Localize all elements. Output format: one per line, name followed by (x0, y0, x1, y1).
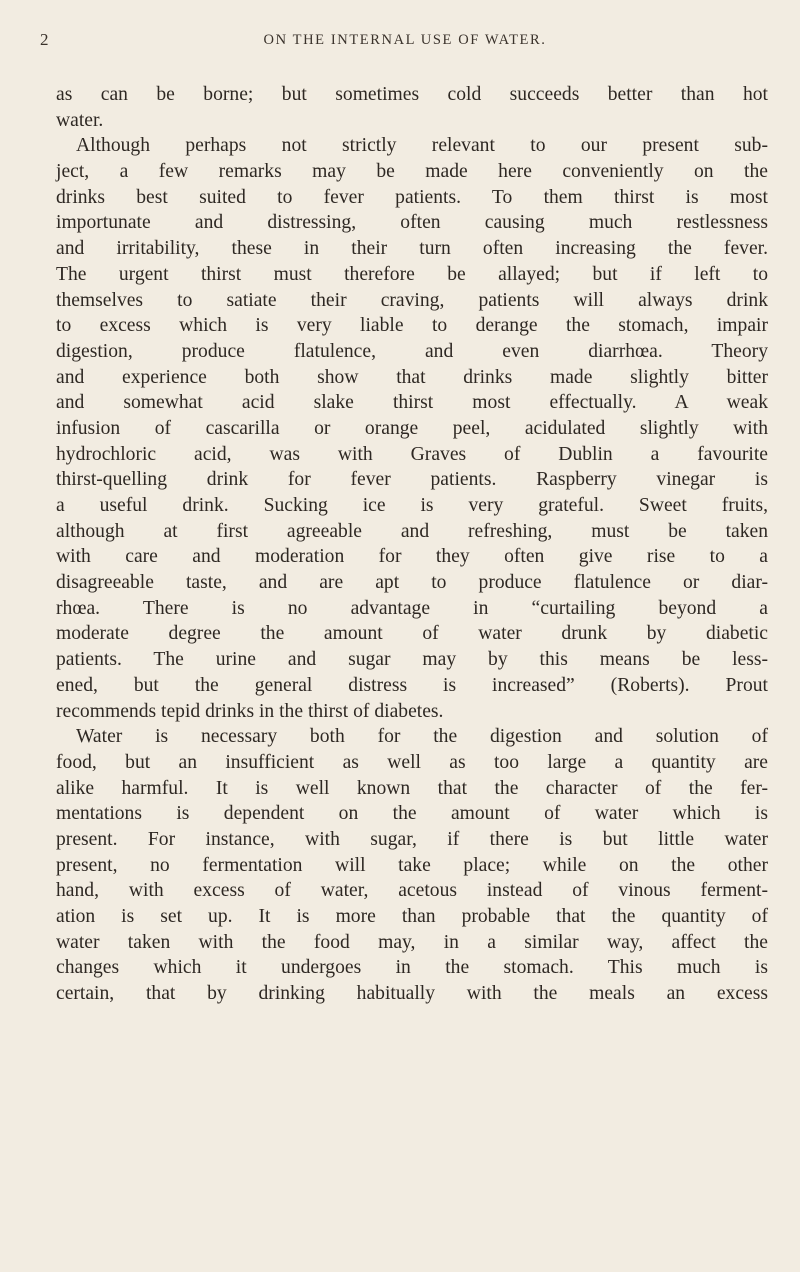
text-line: water. (56, 109, 104, 131)
text-line: and somewhat acid slake thirst most effectually. A weak (56, 392, 768, 414)
text-line: importunate and distressing, often causing much restlessness (56, 212, 768, 234)
text-line: ation is set up. It is more than probable that the quantity of (56, 906, 768, 927)
text-line: present, no fermentation will take place; while on the other (56, 854, 768, 876)
text-line: The urgent thirst must therefore be allayed; but if left to (56, 263, 768, 285)
text-line: hydrochloric acid, was with Graves of Dublin a favourite (56, 443, 768, 465)
text-line: present. For instance, with sugar, if there is but little water (56, 828, 768, 850)
text-line: water taken with the food may, in a similar way, affect the (56, 931, 768, 953)
text-line: Water is necessary both for the digestion and solution of (76, 726, 768, 748)
text-line: and experience both show that drinks made slightly bitter (56, 366, 768, 388)
text-line: although at first agreeable and refreshing, must be taken (56, 520, 768, 542)
text-line: certain, that by drinking habitually with the meals an excess (56, 983, 768, 1005)
text-line: infusion of cascarilla or orange peel, acidulated slightly with (56, 417, 768, 439)
text-line: thirst-quelling drink for fever patients. Raspberry vinegar is (56, 469, 768, 491)
text-line: food, but an insufficient as well as too large a quantity are (56, 751, 768, 773)
text-line: recommends tepid drinks in the thirst of diabetes. (56, 700, 444, 722)
text-line: with care and moderation for they often give rise to a (56, 546, 768, 568)
text-line: as can be borne; but sometimes cold succeeds better than hot (56, 84, 768, 105)
running-head-title: ON THE INTERNAL USE OF WATER. (263, 32, 547, 48)
page-header (40, 30, 770, 56)
text-line: alike harmful. It is well known that the character of the fer- (56, 777, 768, 799)
text-line: mentations is dependent on the amount of water which is (56, 803, 768, 825)
text-line: Although perhaps not strictly relevant to our present sub- (76, 135, 768, 157)
text-line: digestion, produce flatulence, and even diarrhœa. Theory (56, 340, 768, 362)
text-line: hand, with excess of water, acetous instead of vinous ferment- (56, 880, 768, 902)
text-line: disagreeable taste, and are apt to produce flatulence or diar- (56, 572, 768, 594)
text-line: a useful drink. Sucking ice is very grateful. Sweet fruits, (56, 495, 768, 516)
text-line: to excess which is very liable to derange the stomach, impair (56, 315, 768, 337)
text-line: ject, a few remarks may be made here conveniently on the (56, 161, 768, 183)
text-line: rhœa. There is no advantage in “curtailing beyond a (56, 597, 768, 619)
text-line: changes which it undergoes in the stomach. This much is (56, 957, 768, 979)
body-text (56, 82, 768, 1007)
text-line: ened, but the general distress is increased” (Roberts). Prout (56, 674, 768, 696)
text-line: patients. The urine and sugar may by this means be less- (56, 649, 768, 671)
text-line: drinks best suited to fever patients. To them thirst is most (56, 186, 768, 208)
text-line: themselves to satiate their craving, patients will always drink (56, 289, 768, 311)
text-line: and irritability, these in their turn often increasing the fever. (56, 238, 768, 260)
text-line: moderate degree the amount of water drunk by diabetic (56, 623, 768, 645)
page-number: 2 (40, 30, 49, 49)
